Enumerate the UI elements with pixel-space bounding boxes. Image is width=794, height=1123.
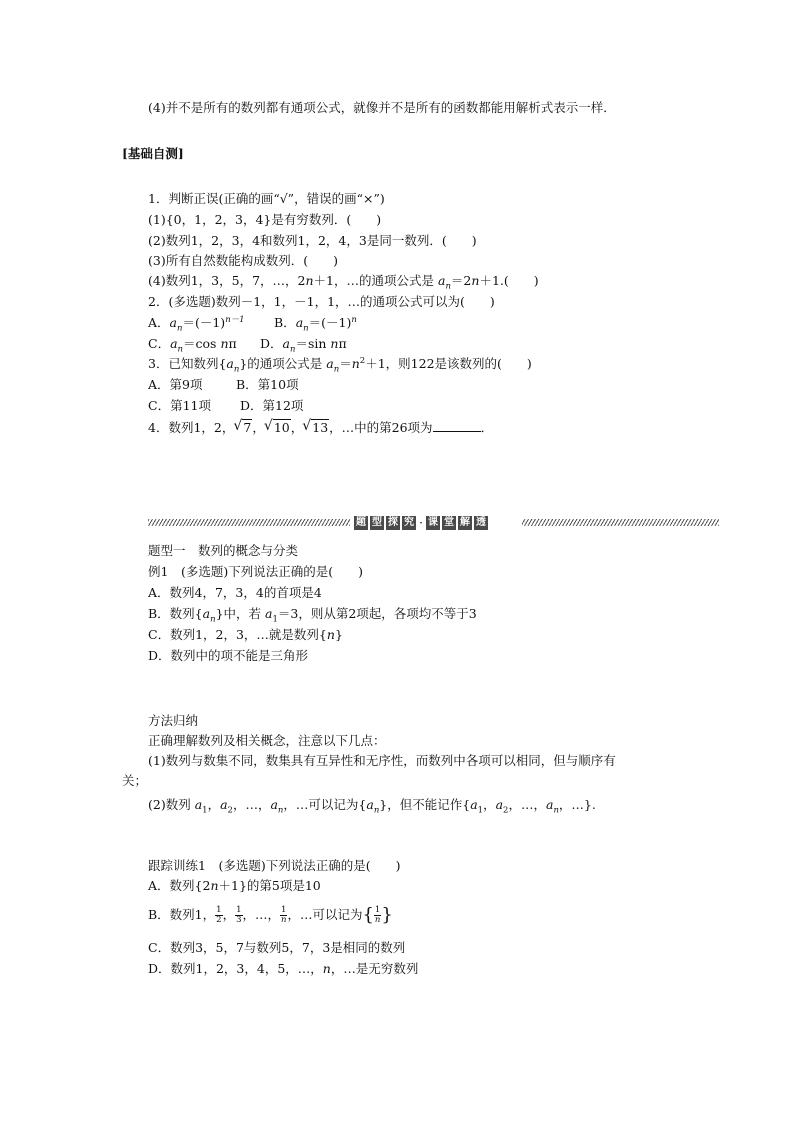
banner-title: 题 型 探 究 · 课 堂 解 透 (354, 515, 516, 531)
section-banner (148, 515, 719, 531)
follow-training-title: 跟踪训练1 (多选题)下列说法正确的是( ) (148, 858, 401, 873)
method-intro: 正确理解数列及相关概念，注意以下几点： (148, 733, 386, 748)
q2-title: 2．(多选题)数列－1，1，－1，1，…的通项公式可以为( ) (148, 294, 495, 309)
follow-option-b: B．数列1， $\frac{1}{2}$ ， $\frac{1}{3}$ ，…， $\frac{1}{n}$ ，…可以记为{ $\frac{1}{n}$ } (148, 904, 393, 926)
q1-item-1: (1){0，1，2，3，4}是有穷数列．( ) (148, 212, 382, 227)
fraction-1-2: $\frac{1}{2}$ (216, 905, 222, 925)
section-heading-self-test: [基础自测] (122, 146, 184, 161)
q1-title: 1．判断正误(正确的画“√”，错误的画“×”) (148, 191, 385, 206)
q3-title: 3．已知数列$\{a_n\}$的通项公式是 $a_n=n^2+1$，则122是该数列的( ) (148, 355, 532, 375)
example-1-option-b: B．数列$\{a_n\}$中，若 $a_1=3$，则从第2项起，各项均不等于3 (148, 606, 477, 625)
q1-item-4: (4)数列1，3，5，7，…，2n＋1，…的通项公式是 $a_n=2n+1$.( ) (148, 273, 539, 292)
q1-item-3: (3)所有自然数能构成数列．( ) (148, 253, 338, 268)
q3-option-b: B．第10项 (236, 377, 299, 392)
sqrt-13: √ 13 (303, 420, 329, 436)
q2-option-b: B．$a_n=(-1)^n$ (274, 314, 357, 334)
q3-option-a: A．第9项 (148, 377, 203, 392)
q1-item-2: (2)数列1，2，3，4和数列1，2，4，3是同一数列．( ) (148, 233, 477, 248)
sqrt-7: √ 7 (234, 420, 252, 436)
follow-option-d: D．数列1，2，3，4，5，…，n，…是无穷数列 (148, 961, 419, 976)
q2-option-c: C．$a_n=\cos$ nπ (148, 336, 237, 355)
type1-title: 题型一 数列的概念与分类 (148, 543, 299, 558)
banner-hatch-right (522, 519, 719, 526)
q2-option-a: A．$a_n=(-1)^{n-1}$ (148, 314, 245, 334)
answer-blank (433, 420, 481, 432)
example-1-option-d: D．数列中的项不能是三角形 (148, 648, 309, 663)
q4-title: 4．数列1，2，√ 7，√ 10，√ 13，…中的第26项为 ． (148, 420, 493, 436)
follow-option-c: C．数列3，5，7与数列5，7，3是相同的数列 (148, 940, 406, 955)
method-point-1-cont: 关； (122, 773, 148, 788)
banner-hatch-left (148, 519, 350, 526)
fraction-1-n: $\frac{1}{n}$ (280, 905, 287, 925)
q3-option-d: D．第12项 (240, 398, 304, 413)
follow-option-a: A．数列{2n＋1}的第5项是10 (148, 878, 321, 893)
example-1-option-a: A．数列4，7，3，4的首项是4 (148, 585, 322, 600)
q2-option-d: D．$a_n=\sin$ nπ (260, 336, 347, 355)
method-title: 方法归纳 (148, 713, 199, 728)
example-1: 例1 (多选题)下列说法正确的是( ) (148, 564, 363, 579)
fraction-1-3: $\frac{1}{3}$ (236, 905, 242, 925)
method-point-2: (2)数列 $a_1$，$a_2$，…，$a_n$，…可以记为$\{a_n\}$，但不能记作{$a_1$，$a_2$，…，$a_n$，…}. (148, 797, 596, 816)
example-1-option-c: C．数列1，2，3，…就是数列{n} (148, 627, 343, 642)
q3-option-c: C．第11项 (148, 398, 211, 413)
method-point-1: (1)数列与数集不同，数集具有互异性和无序性，而数列中各项可以相同，但与顺序有 (148, 753, 616, 768)
note-4: (4)并不是所有的数列都有通项公式，就像并不是所有的函数都能用解析式表示一样． (148, 100, 616, 115)
sqrt-10: √ 10 (265, 420, 291, 436)
fraction-set-1-n: $\frac{1}{n}$ (374, 905, 381, 925)
